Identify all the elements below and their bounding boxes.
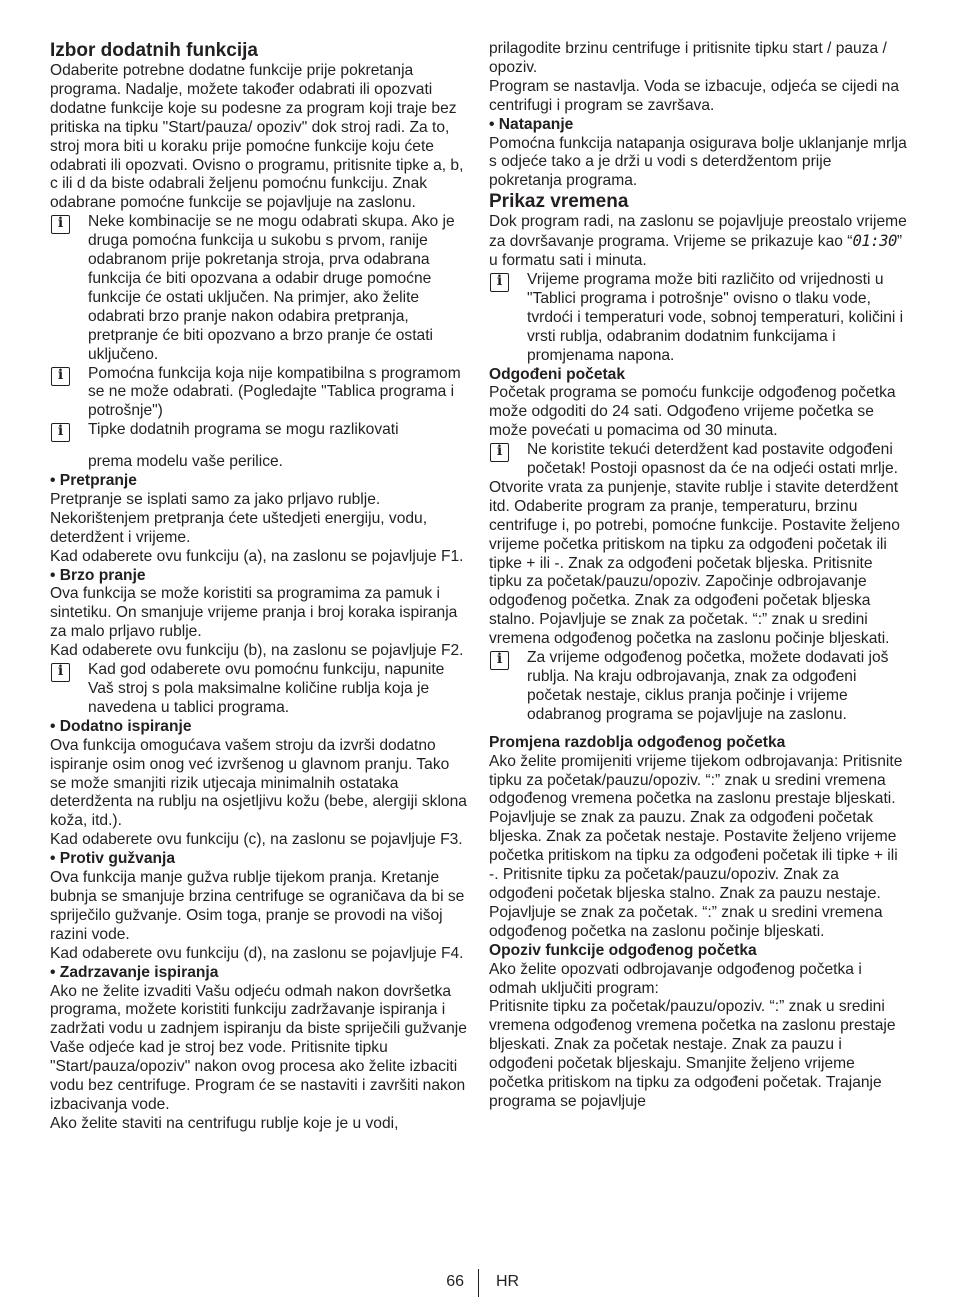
page-footer [0, 1269, 954, 1299]
info-icon [51, 423, 70, 442]
note-liquid-detergent [489, 441, 907, 479]
digital-time-example: 01:30 [852, 232, 897, 251]
page-number: 66 [446, 1273, 464, 1290]
note-continuation: prema modelu vaše perilice. [88, 453, 284, 471]
soak-text: Pomoćna funkcija natapanja osigurava bolje uklanjanje mrlja s odjeće tako a je drži u vodi s deterdžentom prije pokretanja programa. [489, 134, 907, 190]
heading-quick-wash: • Brzo pranje [50, 566, 146, 584]
intro-paragraph: Odaberite potrebne dodatne funkcije prije pokretanja programa. Nadalje, možete također odabrati ili opozvati dodatne funkcije koje su podesne za program koji traje bez pritiska na tipku "Start/pauza/ opoziv" dok stroj radi. Za to, stroj mora biti u koraku prije pomoćne funkcije koju ćete odabrati ili opozvati. Ovisno o programu, pritisnite tipke a, b, c ili d da biste odabrali željenu pomoćnu funkciju. Znak odabrane pomoćne funkcije se pojavljuje na zaslonu. [50, 62, 464, 212]
info-icon [490, 273, 509, 292]
language-code: HR [496, 1273, 520, 1290]
note-text: Vrijeme programa može biti različito od vrijednosti u "Tablici programa i potrošnje" ovisno o tlaku vode, tvrdoći i temperaturi vode, sobnoj temperaturi, količini i vrsti rublja, odabranim dodatnim funkcijama i promjenama napona. [527, 270, 904, 364]
program-continues-text: Program se nastavlja. Voda se izbacuje, odjeća se cijedi na centrifugi i program se završava. [489, 77, 900, 114]
quick-wash-display-text: Kad odaberete ovu funkciju (b), na zaslonu se pojavljuje F2. [50, 642, 464, 660]
extra-rinse-text: Ova funkcija omogućava vašem stroju da izvrši dodatno ispiranje osim onog već izvršenog u glavnom pranju. Tako se može smanjiti rizik utjecaja minimalnih ostataka deterdženta na rublju na osjetljivu kožu (bebe, alergiji sklona koža, itd.). [50, 736, 467, 830]
note-text: Ne koristite tekući deterdžent kad postavite odgođeni početak! Postoji opasnost da će na odjeći ostati mrlje. [527, 441, 898, 478]
heading-cancel-delay: Opoziv funkcije odgođenog početka [489, 941, 757, 959]
note-text: Za vrijeme odgođenog početka, možete dodavati još rublja. Na kraju odbrojavanja, znak za odgođeni početak nestaje, ciklus pranja počinje i vrijeme odabranog programa se pojavljuje na zaslonu. [527, 649, 889, 723]
heading-prewash: • Pretpranje [50, 472, 137, 490]
note-program-time [489, 271, 907, 366]
prewash-text: Pretpranje se isplati samo za jako prljavo rublje. Nekorištenjem pretpranja ćete uštedjeti energiju, vodu, deterdžent i vrijeme. [50, 490, 428, 546]
heading-soak: • Natapanje [489, 115, 574, 133]
info-icon [51, 215, 70, 234]
time-display-text [489, 213, 907, 271]
time-display-text-end: ” u formatu sati i minuta. [489, 233, 903, 270]
delayed-start-text: Početak programa se pomoću funkcije odgođenog početka može odgoditi do 24 sati. Odgođeno vrijeme početka se može povećati u pomacima od 30 minuta. [489, 384, 896, 440]
right-column [489, 40, 907, 1112]
note-buttons-vary [50, 421, 468, 440]
heading-rinse-hold: • Zadrzavanje ispiranja [50, 963, 219, 981]
cancel-delay-text: Ako želite opozvati odbrojavanje odgođenog početka i odmah uključiti program: [489, 960, 862, 997]
cancel-delay-steps: Pritisnite tipku za početak/pauzu/opoziv. “:” znak u sredini vremena odgođenog vremena početka na zaslonu prestaje bljeskati. Znak za početak nestaje. Znak za pauzu i odgođeni početak bljeskaju. Smanjite željeno vrijeme početka pritiskom na tipku za odgođeni početak. Trajanje programa se pojavljuje [489, 998, 896, 1110]
left-column [50, 40, 468, 1134]
delayed-start-steps: Otvorite vrata za punjenje, stavite rublje i stavite deterdžent itd. Odaberite program za pranje, temperaturu, brzinu centrifuge i, po potrebi, pomoćne funkcije. Postavite željeno vrijeme početka pritiskom na tipku za odgođeni početak ili tipke + ili -. Znak za odgođeni početak bljeska. Pritisnite tipku za početak/pauzu/opoziv. Započinje odbrojavanje odgođenog početka. Znak za odgođeni početak bljeska stalno. Pojavljuje se znak za početak. “:” znak u sredini vremena odgođenog početka na zaslonu počinje bljeskati. [489, 478, 900, 648]
note-text: Tipke dodatnih programa se mogu razlikovati [88, 421, 399, 439]
section-title-additional-functions: Izbor dodatnih funkcija [50, 40, 258, 61]
extra-rinse-display-text: Kad odaberete ovu funkciju (c), na zaslonu se pojavljuje F3. [50, 831, 463, 849]
section-title-time-display: Prikaz vremena [489, 191, 629, 213]
note-compatibility [50, 365, 468, 422]
heading-anti-crease: • Protiv gužvanja [50, 850, 176, 868]
anti-crease-text: Ova funkcija manje gužva rublje tijekom pranja. Kretanje bubnja se smanjuje brzina centrifuge se ograničava da bi se spriječilo gužvanje. Osim toga, pranje se provodi na višoj razini vode. [50, 869, 465, 943]
prewash-display-text: Kad odaberete ovu funkciju (a), na zaslonu se pojavljuje F1. [50, 547, 464, 565]
heading-extra-rinse: • Dodatno ispiranje [50, 717, 192, 735]
anti-crease-display-text: Kad odaberete ovu funkciju (d), na zaslonu se pojavljuje F4. [50, 944, 464, 962]
info-icon [51, 367, 70, 386]
heading-change-delay: Promjena razdoblja odgođenog početka [489, 733, 786, 751]
note-text: Kad god odaberete ovu pomoćnu funkciju, napunite Vaš stroj s pola maksimalne količine rublja koja je navedena u tablici programa. [88, 661, 445, 716]
note-half-load [50, 661, 468, 718]
info-icon [490, 651, 509, 670]
heading-delayed-start: Odgođeni početak [489, 365, 626, 383]
note-text: Pomoćna funkcija koja nije kompatibilna s programom se ne može odabrati. (Pogledajte "Tablica programa i potrošnje") [88, 364, 461, 420]
info-icon [51, 663, 70, 682]
rinse-hold-spin-text: Ako želite staviti na centrifugu rublje koje je u vodi, [50, 1114, 399, 1132]
time-display-text-start: Dok program radi, na zaslonu se pojavljuje preostalo vrijeme za dovršavanje programa. Vrijeme se prikazuje kao “ [489, 213, 907, 251]
info-icon [490, 443, 509, 462]
note-text: Neke kombinacije se ne mogu odabrati skupa. Ako je druga pomoćna funkcija u sukobu s prvom, ranije odabranom prije pokretanja stroja, prva odabrana funkcija će biti opozvana a odabir druge pomoćne funkcije će ostati uključen. Na primjer, ako želite odabrati brzo pranje nakon odabira pretpranja, pretpranje će biti opozvano a brzo pranje će ostati uključeno. [88, 213, 455, 363]
note-add-laundry [489, 649, 907, 725]
change-delay-text: Ako želite promijeniti vrijeme tijekom odbrojavanja: Pritisnite tipku za početak/pauzu/opoziv. “:” znak u sredini vremena odgođenog vremena početka na zaslonu prestaje bljeskati. Pojavljuje se znak za pauzu. Znak za odgođeni početak bljeska. Znak za početak nestaje. Postavite željeno vrijeme početka pritiskom na tipku za odgođeni početak ili tipke + ili -. Pritisnite tipku za početak/pauzu/opoziv. Znak za odgođeni početak bljeska stalno. Znak za pauzu nestaje. Pojavljuje se znak za početak. “:” znak u sredini vremena odgođenog početka na zaslonu počinje bljeskati. [489, 752, 903, 940]
rinse-hold-text: Ako ne želite izvaditi Vašu odjeću odmah nakon dovršetka programa, možete koristiti funkciju zadržavanje ispiranja i zadržati vodu u zadnjem ispiranju da biste spriječili gužvanje Vaše odjeće kad je stroj bez vode. Pritisnite tipku "Start/pauza/opoziv" nakon ovog procesa ako želite izbaciti vodu bez centrifuge. Program će se nastaviti i završiti nakon izbacivanja vode. [50, 982, 467, 1113]
footer-divider [478, 1269, 479, 1297]
quick-wash-text: Ova funkcija se može koristiti sa programima za pamuk i sintetiku. On smanjuje vrijeme pranja i broj koraka ispiranja za malo prljavo rublje. [50, 585, 458, 641]
note-combinations [50, 213, 468, 364]
rinse-hold-continued: prilagodite brzinu centrifuge i pritisnite tipku start / pauza / opoziv. [489, 40, 887, 76]
